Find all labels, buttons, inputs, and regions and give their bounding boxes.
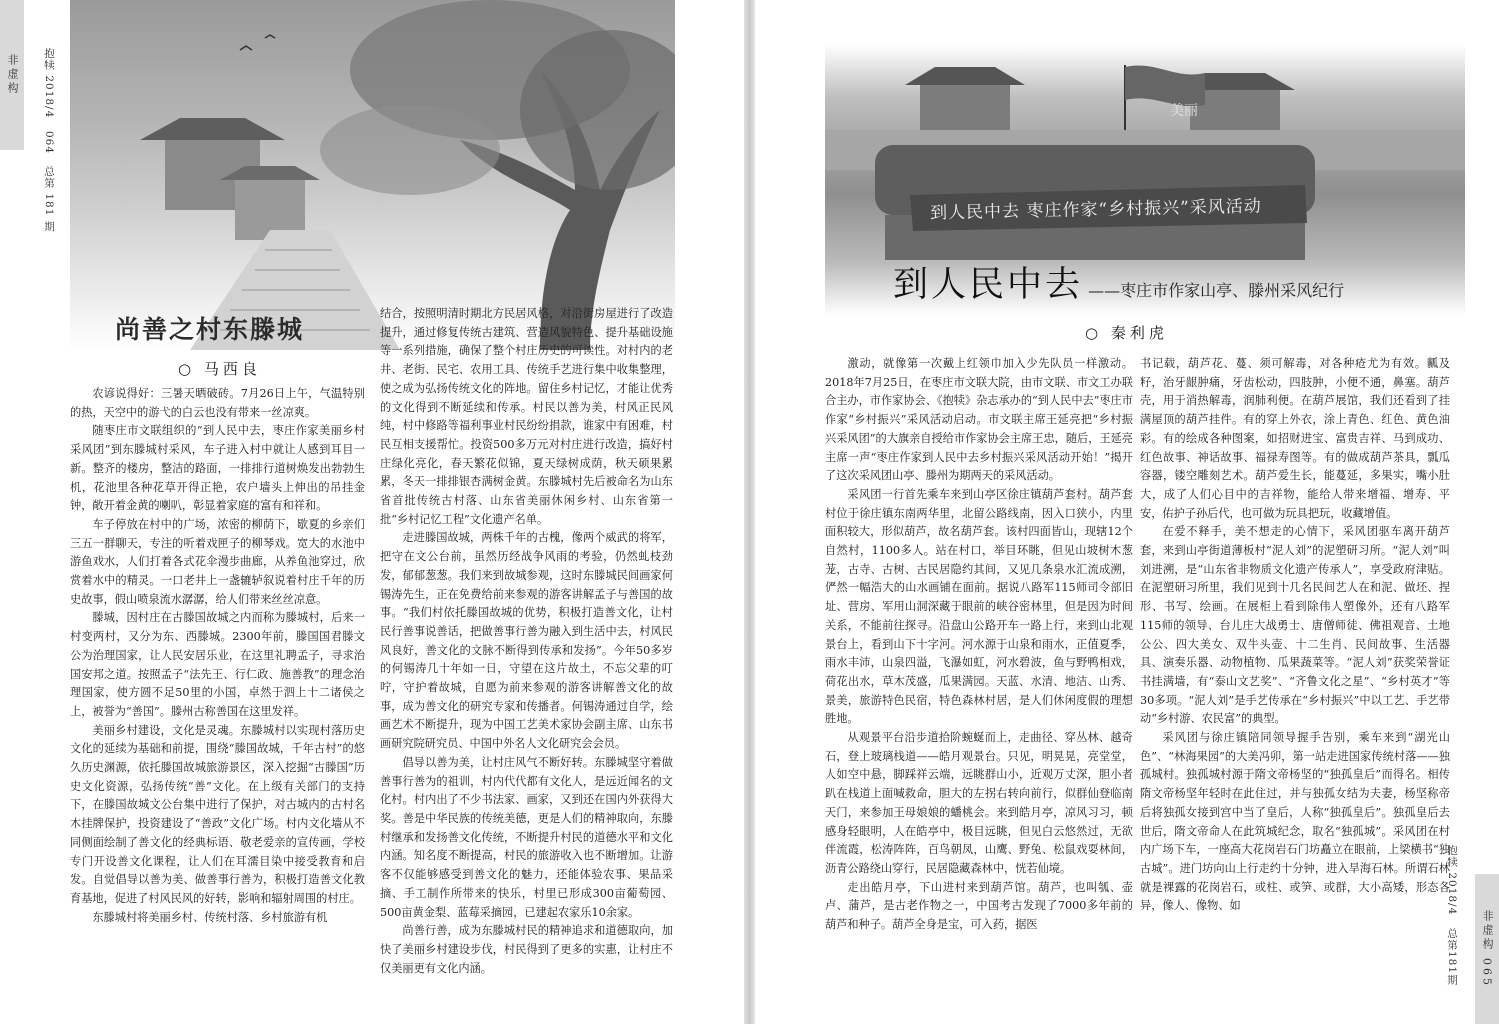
right-issue-total: 总第181期 [1446, 927, 1458, 986]
left-hero-photo [70, 0, 675, 350]
left-column-1 [70, 385, 365, 1020]
banner-text: 到人民中去 枣庄作家“乡村振兴”采风活动 [929, 196, 1263, 224]
right-article-title: 到人民中去 [893, 265, 1084, 305]
left-page-number: 064 [43, 130, 55, 154]
right-column-1 [825, 355, 1133, 1020]
left-section-tab [0, 0, 24, 150]
right-column-2 [1140, 355, 1450, 1020]
paragraph: 走进滕国故城，两株千年的古槐，像两个威武的将军，把守在文公台前，虽然历经战争风雨的考验，仍然虬枝劲发，郁郁葱葱。我们来到故城参观，这时东滕城民间画家何锡涛先生，正在免费给前来参观的游客讲解孟子与善国的故事。“我们村依托滕国故城的优势，积极打造善文化，让村民行善事说善话，把做善事行善为融入到生活中去，村风民风良好，善文化的文脉不断得到传承和发扬”。今年50多岁的何锡涛几十年如一日，守望在这片故土，不忘父辈的叮咛，守护着故城，自愿为前来参观的游客讲解善文化的故事，成为善文化的研究专家和传播者。何锡涛通过自学，绘画艺术不断提升，现为中国工艺美术家协会副主席、山东书画研究院研究员、中国中外名人文化研究会会员。 [380, 531, 673, 751]
right-magazine-line: 抱犊 2018/4 [1446, 845, 1458, 916]
left-section-label: 非虚构 [6, 54, 19, 96]
left-page [0, 0, 744, 1024]
paragraph: 走出皓月亭，下山进村来到葫芦馆。葫芦，也叫瓠、壶卢、蒲芦，是古老作物之一，中国考古发现了7000多年前的葫芦和种子。葫芦全身是宝，可入药，据医 [825, 880, 1133, 932]
paragraph: 采风团与徐庄镇陪同领导握手告别，乘车来到“湖光山色”、“林海果园”的大美冯卯，第一站走进国家传统村落——独孤城村。独孤城村源于隋文帝杨坚的“独孤皇后”而得名。相传隋文帝杨坚年轻时在此住过，并与独孤女结为夫妻，杨坚称帝后将独孤女接到宫中当了皇后，人称“独孤皇后”。独孤皇后去世后，隋文帝命人在此筑城纪念，取名“独孤城”。采风团在村内广场下车，一座高大花岗岩石门坊矗立在眼前，上梁横书“独古城”。进门坊向山上行走约十分钟，进入旱海石林。所谓石林就是裸露的花岗岩石，或柱、或笋、或群，大小高矮，形态各异，像人、像物、如 [1140, 731, 1450, 913]
right-issue-info [1445, 845, 1460, 993]
left-article-author: ○ 马西良 [178, 360, 261, 378]
temple-tree-illustration [70, 0, 675, 350]
paragraph: 尚善行善，成为东滕城村民的精神追求和道德取向，加快了美丽乡村建设步伐，村民得到了更多的实惠，让村庄不仅美丽更有文化内涵。 [380, 924, 673, 975]
right-page-number: 065 [1480, 958, 1494, 988]
paragraph: 倡导以善为美，让村庄风气不断好转。东滕城坚守着做善事行善为的祖训，村内代代都有文化人，是远近闻名的文化村。村内出了不少书法家、画家，又到还在国内外获得大奖。善是中华民族的传统美德，更是人们的精神取向，东滕村继承和发扬善文化传统，不断提升村民的道德水平和文化内涵。知名度不断提高，村民的旅游收入也不断增加。让游客不仅能够感受到善文化的魅力，还能体验农事、果品采摘、手工制作所带来的快乐，村里已形成300亩葡萄园、500亩黄金梨、蓝莓采摘园，已建起农家乐10余家。 [380, 755, 673, 919]
right-article-author: ○ 秦利虎 [1085, 324, 1168, 342]
paragraph: 农谚说得好：三暑天晒破砖。7月26日上午，气温特别的热，天空中的游弋的白云也没有带来一丝凉爽。 [70, 387, 365, 419]
paragraph: 东滕城村将美丽乡村、传统村落、乡村旅游有机 [92, 910, 328, 924]
left-column-2 [380, 305, 673, 1020]
paragraph: 结合，按照明清时期北方民居风格，对沿街房屋进行了改造提升，通过修复传统古建筑、营造风貌特色、提升基础设施等一系列措施，确保了整个村庄历史的可读性。对村内的老井、老街、民宅、农用工具、传统手艺进行集中收集整理，使之成为弘扬传统文化的阵地。留住乡村记忆，才能让优秀的文化得到不断延续和传承。村民以善为美，村风正民风纯，村中修路等福利事业村民纷纷捐款，谁家中有困难，村民互相支援帮忙。投资500多万元对村庄进行改造，搞好村庄绿化亮化，春天繁花似锦，夏天绿树成荫，秋天硕果累累，冬天一排排银杏满树金黄。东滕城村先后被命名为山东省首批传统古村落、山东省美丽休闲乡村、山东省第一批“乡村记忆工程”文化遗产名单。 [380, 307, 673, 526]
paragraph: 书记载，葫芦花、蔓、须可解毒，对各种疮尤为有效。瓤及籽，治牙龈肿痛，牙齿松动，四肢肿，小便不通，鼻塞。葫芦壳，用于消热解毒，润肺利便。在葫芦展馆，我们还看到了挂满屋顶的葫芦挂件。有的穿上外衣，涂上青色、红色、黄色油彩。有的绘成各种图案，如招财进宝、富贵吉祥、马到成功、红色故事、神话故事、福禄寿图等。有的做成葫芦茶具，瓢瓜容器，镂空雕刻艺术。葫芦爱生长，能蔓延，多果实，嘴小肚大，成了人们心目中的吉祥物，能给人带来增福、增寿、平安，佑护子孙后代，也可做为玩具把玩，收藏增值。 [1140, 357, 1450, 520]
paragraph: 采风团一行首先乘车来到山亭区徐庄镇葫芦套村。葫芦套村位于徐庄镇东南两华里，北留公路线南，因入口狭小，内里面积较大，形似葫芦，故名葫芦套。该村四面皆山，现辖12个自然村，1100多人。站在村口，举目环眺，但见山坡树木葱茏，古寺、古树、古民居隐约其间，又见几条泉水汇流成溯，俨然一幅浩大的山水画铺在面前。据说八路军115师司令部旧址、营房、军用山洞深藏于眼前的峡谷密林里，但是因为时间关系，不能前往探寻。沿盘山公路开车一路上行，来到山北观景台上，看到山下十字河。河水源于山泉和雨水，正值夏季，雨水丰沛，山泉四溢，飞瀑如虹，河水碧波，鱼与野鸭相戏，荷花出水，草木茂盛，瓜果满园。天蓝、水清、地洁、山秀、景美，旅游特色民宿，特色森林村居，是人们休闲度假的理想胜地。 [825, 487, 1133, 726]
paragraph: 激动，就像第一次戴上红领巾加入少先队员一样激动。2018年7月25日，在枣庄市文联大院，由市文联、市文工办联合主办，市作家协会、《抱犊》杂志承办的“到人民中去”枣庄市作家“乡村振兴”采风活动启动。市文联主席王延亮把“乡村振兴采风团”的大旗亲自授给市作家协会主席王忠，随后，王延亮主席一声“枣庄作家到人民中去乡村振兴采风活动开始！”揭开了这次采风团山亭、滕州为期两天的采风活动。 [825, 357, 1133, 483]
paragraph: 随枣庄市文联组织的“到人民中去，枣庄作家美丽乡村采风团”到东滕城村采风，车子进入村中就让人感到耳目一新。整齐的楼房，整洁的路面，一排排行道树焕发出勃勃生机，花池里各种花草开得正艳，农户墙头上伸出的吊挂金钟，敞开着金黄的喇叭，彰显着家庭的富有和祥和。 [70, 424, 365, 513]
page-gutter [744, 0, 755, 1024]
right-section-label: 非虚构 [1481, 910, 1494, 952]
paragraph: 美丽乡村建设，文化是灵魂。东滕城村以实现村落历史文化的延续为基础和前提，围绕“滕国故城，千年古村”的悠久历史渊源，依托滕国故城旅游景区，深入挖掘“古滕国”历史文化资源，弘扬传统“善”文化。在上级有关部门的支持下，在滕国故城文公台集中进行了保护，对古城内的古村名木挂牌保护，投资建设了“善政”文化广场。村内文化墙从不同侧面绘制了善文化的经典标语、敬老爱亲的宣传画，学校专门开设善文化课程，让人们在耳濡目染中接受教育和启发。自觉倡导以善为美、做善事行善为，积极打造善文化教育基地，促进了村风民风的好转，影响和辐射周围的村庄。 [70, 723, 365, 905]
left-issue-total: 总第 181 期 [43, 166, 55, 233]
right-article-heading [893, 257, 1344, 307]
left-magazine-line: 抱犊 2018/4 [43, 48, 55, 119]
right-article-subtitle: ——枣庄市作家山亭、滕州采风纪行 [1088, 281, 1345, 300]
sign-text: 美丽 [1170, 103, 1198, 119]
left-issue-info [42, 48, 57, 240]
paragraph: 车子停放在村中的广场，浓密的柳荫下，歇夏的乡亲们三五一群聊天，专注的听着戏匣子的柳琴戏。宽大的水池中游鱼戏水，人们打着各式花伞漫步曲廊，从养鱼池穿过，欣赏着水中的精灵。一口老井上一盏辘轳叙说着村庄千年的历史故事，假山喷泉流水潺潺，给人们带来丝丝凉意。 [70, 517, 365, 606]
left-article-title: 尚善之村东滕城 [115, 315, 305, 344]
paragraph: 在爱不释手，美不想走的心情下，采风团驱车离开葫芦套，来到山亭街道薄板村“泥人刘”的泥塑研习所。“泥人刘”叫刘进溯，是“山东省非物质文化遗产传承人”，享受政府津贴。在泥塑研习所里，我们见到十几名民间艺人在和泥、做坯、捏形、书写、绘画。在展柜上看到除伟人塑像外，还有八路军115师的领导、台儿庄大战勇士、唐僧师徒、佛祖观音、土地公公、四大美女、双牛头壶、十二生肖、民间故事、生活器具、演奏乐器、动物植物、瓜果蔬菜等。“泥人刘”获奖荣誉证书挂满墙，有“泰山文艺奖”、“齐鲁文化之星”、“乡村英才”等30多项。“泥人刘”是手艺传承在“乡村振兴”中以工艺、手艺带动“乡村游、农民富”的典型。 [1140, 525, 1450, 726]
paragraph: 从观景平台沿步道拾阶蜿蜒而上，走曲径、穿丛林、越奇石，登上玻璃栈道——皓月观景台。只见，明晃晃，亮堂堂，人如空中悬，脚踩祥云端，远眺群山小，近观万丈深，胆小者趴在栈道上面喊救命，胆大的左拐右转向前行，似群仙登临南天门，来参加王母娘娘的蟠桃会。来到皓月亭，凉风习习，顿感身轻眼明，人在皓亭中，极目远眺，但见白云悠然过，无欲伴流霞，松涛阵阵，百鸟朝凤，山鹰、野兔、松鼠戏耍林间，沥青公路绕山穿行，民居隐藏森林中，恍若仙境。 [825, 731, 1133, 875]
paragraph: 滕城，因村庄在古滕国故城之内而称为滕城村，后来一村变两村，又分为东、西滕城。2300年前，滕国国君滕文公为治理国家，让人民安居乐业，在这里礼聘孟子，寻求治国安邦之道。按照孟子“法先王、行仁政、施善教”的理念治理国家，使方圆不足50里的小国，卓然于泗上十二诸侯之上，被誉为“善国”。滕州古称善国在这里发祥。 [70, 611, 365, 718]
right-page [755, 0, 1499, 1024]
right-section-tab [1475, 874, 1499, 1024]
